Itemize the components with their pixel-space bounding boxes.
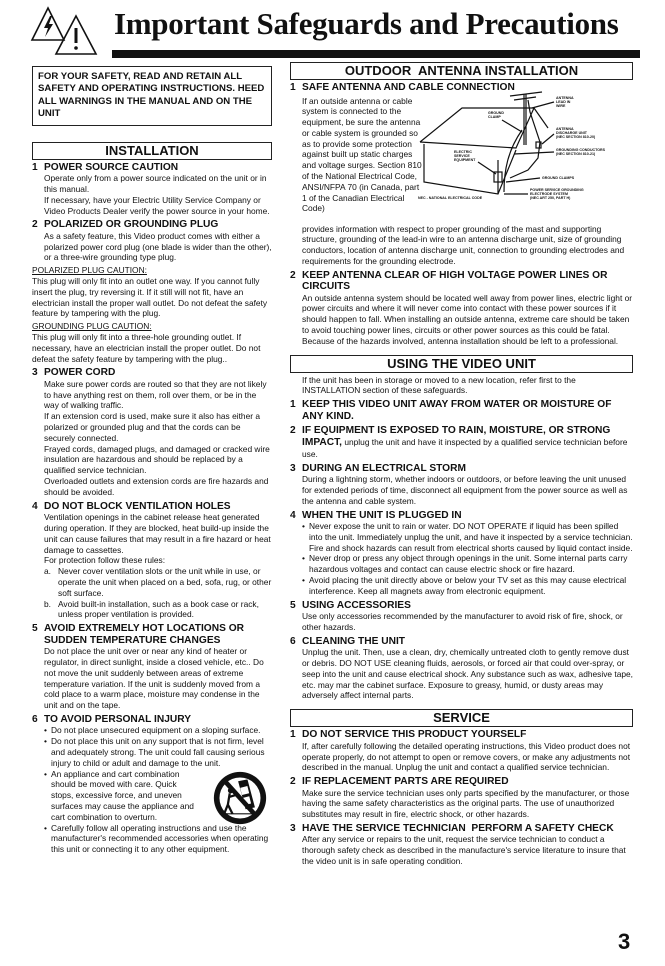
- rule-a: a. Never cover ventilation slots or the unit while in use, or operate the unit when placed on a bed, sofa, rug, or other soft surface.: [44, 566, 272, 598]
- item-heading: USING ACCESSORIES: [302, 599, 411, 611]
- antenna-item-2: [290, 270, 633, 347]
- section-title-installation: INSTALLATION: [32, 142, 272, 160]
- item-body: Make sure power cords are routed so that they are not likely to have anything rest on them, roll over them, or be in the way of walking traffic.: [44, 378, 267, 411]
- item-body: An outside antenna system should be located well away from power lines, electric light or power circuits and where it will never come into contact with these power sources if it should happen to fall. When installing an outside antenna, extreme care should be taken to avoid touching power lines, circuits or other power sources as this could be fatal. Because of the hazards involved, antenna installation should be left to a professional.: [302, 292, 633, 346]
- item-body: unplug the unit and have it inspected by a qualified service technician before use.: [302, 437, 628, 459]
- safety-notice-box: FOR YOUR SAFETY, READ AND RETAIN ALL SAFETY AND OPERATING INSTRUCTIONS. HEED ALL WARNINGS IN THE MANUAL AND ON THE UNIT: [32, 66, 272, 126]
- item-number: 3: [290, 462, 296, 474]
- bullet: • An appliance and cart combination should be moved with care. Quick stops, excessive force, and uneven surfaces may cause the appliance and cart combination to overturn.: [44, 769, 272, 823]
- item-number: 2: [290, 776, 296, 788]
- svg-text:EQUIPMENT: EQUIPMENT: [454, 157, 476, 162]
- item-number: 5: [290, 599, 296, 611]
- item-body: If necessary, have your Electric Utility Service Company or Video Products Dealer verify the power source in your home.: [44, 194, 270, 216]
- diagram-label-grounding-conductors: GROUNDING CONDUCTORS: [556, 147, 606, 152]
- diagram-label-ground-clamp: GROUND: [488, 110, 504, 115]
- svg-text:WIRE: WIRE: [556, 103, 566, 108]
- service-item-3: [290, 823, 633, 867]
- item-number: 5: [32, 623, 38, 635]
- item-heading: DO NOT SERVICE THIS PRODUCT YOURSELF: [302, 729, 527, 741]
- using-intro: If the unit has been in storage or moved to a new location, refer first to the INSTALLATION section of these safeguards.: [302, 374, 576, 396]
- item-number: 1: [290, 399, 296, 411]
- item-heading: AVOID EXTREMELY HOT LOCATIONS OR SUDDEN TEMPERATURE CHANGES: [44, 623, 244, 646]
- item-number: 2: [290, 269, 296, 281]
- installation-item-6: [32, 714, 272, 855]
- item-heading: DO NOT BLOCK VENTILATION HOLES: [44, 500, 231, 512]
- item-body: During a lightning storm, whether indoors or outdoors, or before leaving the unit unused for extended periods of time, disconnect all equipment from the power source as well as the antenna and cable system.: [302, 474, 628, 506]
- item-heading: KEEP THIS VIDEO UNIT AWAY FROM WATER OR MOISTURE OF ANY KIND.: [302, 399, 612, 422]
- polarized-caution-body: This plug will only fit into an outlet one way. If you cannot fully insert the plug, try reversing it. If it still will not fit, have an electrician install the proper wall outlet. Do not defeat the safety feature by tampering with the plug.: [32, 276, 268, 319]
- page-title: Important Safeguards and Precautions: [114, 6, 619, 41]
- item-heading: WHEN THE UNIT IS PLUGGED IN: [302, 509, 462, 521]
- item-heading: IF EQUIPMENT IS EXPOSED TO RAIN, MOISTURE, OR STRONG IMPACT,: [302, 425, 611, 449]
- item-body: As a safety feature, this Video product comes with either a polarized power cord plug (one blade is wider than the other), or a three-wire grounding type plug.: [44, 230, 272, 263]
- item-heading: DURING AN ELECTRICAL STORM: [302, 462, 466, 474]
- svg-text:SERVICE: SERVICE: [454, 153, 470, 158]
- service-item-1: [290, 729, 633, 773]
- diagram-label-discharge-unit: ANTENNA: [556, 126, 574, 131]
- left-column: [32, 66, 272, 858]
- item-number: 6: [32, 713, 38, 725]
- plugged-in-bullets: [302, 521, 633, 597]
- item-body: If, after carefully following the detailed operating instructions, this Video product does not operate properly, do not attempt to open or remove covers, or make any adjustments not described in the manual. Unplug the unit and contact a qualified service technician.: [302, 740, 631, 773]
- ventilation-rules: [44, 566, 272, 620]
- using-item-3: [290, 463, 633, 507]
- svg-text:DISCHARGE UNIT: DISCHARGE UNIT: [556, 130, 587, 135]
- item-body: Use only accessories recommended by the manufacturer to avoid risk of fire, shock, or other hazards.: [302, 611, 623, 632]
- bullet: • Do not place this unit on any support that is not firm, level and adequately strong. The unit could fall causing serious injury to child or adult and damage to the unit.: [44, 736, 272, 768]
- page-number: 3: [618, 929, 631, 954]
- bullet: • Avoid placing the unit directly above or below your TV set as this may cause electrical interference. Keep all magnets away from electronic equipment.: [302, 575, 633, 597]
- item-number: 1: [32, 161, 38, 173]
- svg-text:ELECTRODE SYSTEM: ELECTRODE SYSTEM: [530, 191, 568, 196]
- diagram-label-power-service: POWER SERVICE GROUNDING: [530, 187, 584, 192]
- installation-item-3: [32, 367, 272, 497]
- using-item-4: [290, 510, 633, 597]
- item-body: Unplug the unit. Then, use a clean, dry, chemically untreated cloth to gently remove dust or debris. DO NOT USE cleaning fluids, aerosols, or forced air that could over-spray, or seep into the unit and cause electrical shock. Any substance such as wax, adhesive tape, etc. may mar the cabinet surface. Exposure to greasy, humid, or dusty areas may adversely affect internal parts.: [302, 647, 634, 701]
- item-heading: POLARIZED OR GROUNDING PLUG: [44, 219, 219, 231]
- installation-item-4: [32, 501, 272, 620]
- svg-text:(NEC SECTION 810-21): (NEC SECTION 810-21): [556, 151, 596, 156]
- using-item-6: [290, 636, 633, 701]
- item-heading: POWER CORD: [44, 367, 116, 379]
- installation-item-2: [32, 219, 272, 364]
- item-number: 3: [32, 367, 38, 379]
- item-number: 3: [290, 822, 296, 834]
- lightning-warning-icon: [32, 8, 64, 40]
- installation-item-1: [32, 162, 272, 217]
- title-underline-rule: [112, 50, 640, 58]
- grounding-caution-body: This plug will only fit into a three-hole grounding outlet. If necessary, have an electrician install the proper outlet. Do not defeat the safety feature by tampering with the plug..: [32, 331, 261, 364]
- injury-bullets: [44, 725, 272, 855]
- item-number: 1: [290, 729, 296, 741]
- item-body: Do not place the unit over or near any kind of heater or regulator, in direct sunlight, inside a closed vehicle, etc.. Do not move the unit suddenly between areas of extreme temperature variation. If the unit is suddenly moved from a cold place to a warm place, moisture may condense in the unit and on the tape.: [44, 646, 264, 711]
- service-item-2: [290, 776, 633, 820]
- diagram-label-electric-service: ELECTRIC: [454, 149, 472, 154]
- using-item-2: [290, 425, 633, 459]
- bullet: • Never expose the unit to rain or water. DO NOT OPERATE if liquid has been spilled into the unit. Immediately unplug the unit, and have it inspected by a service technician. Fire and shock hazards can result from electrical shorts caused by liquid contact inside.: [302, 521, 633, 553]
- item-heading: IF REPLACEMENT PARTS ARE REQUIRED: [302, 776, 509, 788]
- item-heading: HAVE THE SERVICE TECHNICIAN PERFORM A SAFETY CHECK: [302, 822, 614, 834]
- diagram-label-ground-clamps: GROUND CLAMPS: [542, 175, 575, 180]
- item-body: For protection follow these rules:: [44, 555, 166, 566]
- warning-icons: [30, 6, 106, 56]
- item-body: Operate only from a power source indicated on the unit or in this manual.: [44, 173, 267, 194]
- svg-text:LEAD IN: LEAD IN: [556, 99, 571, 104]
- antenna-body-full: provides information with respect to proper grounding of the mast and supporting structure, grounding of the lead-in wire to an antenna discharge unit, size of grounding conductors, location of antenna discharge unit, connection to grounding electrodes and requirements for the grounding electrode.: [302, 223, 625, 266]
- svg-text:CLAMP: CLAMP: [488, 114, 501, 119]
- using-item-1: [290, 399, 633, 422]
- item-number: 4: [290, 509, 296, 521]
- section-title-outdoor-antenna: OUTDOOR ANTENNA INSTALLATION: [290, 62, 633, 80]
- item-number: 2: [32, 219, 38, 231]
- item-heading: TO AVOID PERSONAL INJURY: [44, 713, 191, 725]
- item-number: 2: [290, 425, 296, 437]
- rule-b: b. Avoid built-in installation, such as a book case or rack, unless proper ventilation is provided.: [44, 598, 259, 620]
- antenna-grounding-diagram: [418, 90, 634, 230]
- antenna-body-wrapped: If an outside antenna or cable system is connected to the equipment, be sure the antenna or cable system is grounded so as to provide some protection against built up static charges and voltage surges. Section 810 of the National Electrical Code, ANSI/NFPA 70 (in Canada, part 1 of the Canadian Electrical Code): [302, 95, 422, 214]
- item-body: Ventilation openings in the cabinet release heat generated during operation. If they are blocked, heat build-up inside the unit can cause failures that may result in a fire hazard or heat damage to cassettes.: [44, 512, 271, 555]
- item-body: Frayed cords, damaged plugs, and damaged or cracked wire insulation are hazardous and should be replaced by a qualified service technician.: [44, 443, 270, 476]
- cart-tip-over-warning-icon: [212, 769, 268, 827]
- item-body: If an extension cord is used, make sure it also has either a polarized or grounded plug and that the cords can be securely connected.: [44, 411, 261, 443]
- polarized-caution-heading: POLARIZED PLUG CAUTION:: [32, 265, 147, 276]
- right-column: [290, 62, 633, 870]
- page-header: [30, 4, 640, 62]
- item-heading: SAFE ANTENNA AND CABLE CONNECTION: [302, 82, 515, 93]
- bullet: • Carefully follow all operating instructions and use the manufacturer's recommended accessories when operating this unit or connecting it to any other equipment.: [44, 823, 272, 855]
- item-body: Make sure the service technician uses only parts specified by the manufacturer, or those having the same safety characteristics as the original parts. The use of unauthorized substitutes may result in fire, electric shock, or other hazards.: [302, 787, 630, 820]
- diagram-label-nec: NEC - NATIONAL ELECTRICAL CODE: [418, 195, 483, 200]
- item-body: After any service or repairs to the unit, request the service technician to conduct a thorough safety check as described in the manufacture's service literature to insure that the video unit is in safe operating condition.: [302, 834, 626, 867]
- item-number: 1: [290, 82, 296, 93]
- item-heading: CLEANING THE UNIT: [302, 635, 406, 647]
- item-number: 4: [32, 500, 38, 512]
- item-number: 6: [290, 635, 296, 647]
- svg-text:(NEC SECTION 810-20): (NEC SECTION 810-20): [556, 134, 596, 139]
- antenna-text-and-diagram: [290, 96, 633, 226]
- grounding-caution-heading: GROUNDING PLUG CAUTION:: [32, 321, 152, 332]
- diagram-label-lead-in: ANTENNA: [556, 95, 574, 100]
- svg-text:(NEC ART 250, PART H): (NEC ART 250, PART H): [530, 195, 571, 200]
- installation-item-5: [32, 623, 272, 711]
- item-heading: KEEP ANTENNA CLEAR OF HIGH VOLTAGE POWER LINES OR CIRCUITS: [302, 269, 608, 293]
- section-title-service: SERVICE: [290, 709, 633, 727]
- using-item-5: [290, 600, 633, 633]
- bullet: • Never drop or press any object through openings in the unit. Some internal parts carry hazardous voltages and contact can cause electric shock or fire hazard.: [302, 553, 633, 575]
- bullet: • Do not place unsecured equipment on a sloping surface.: [44, 725, 272, 736]
- item-body: Overloaded outlets and extension cords are fire hazards and should be avoided.: [44, 476, 269, 497]
- section-title-using-video-unit: USING THE VIDEO UNIT: [290, 355, 633, 373]
- item-heading: POWER SOURCE CAUTION: [44, 161, 179, 173]
